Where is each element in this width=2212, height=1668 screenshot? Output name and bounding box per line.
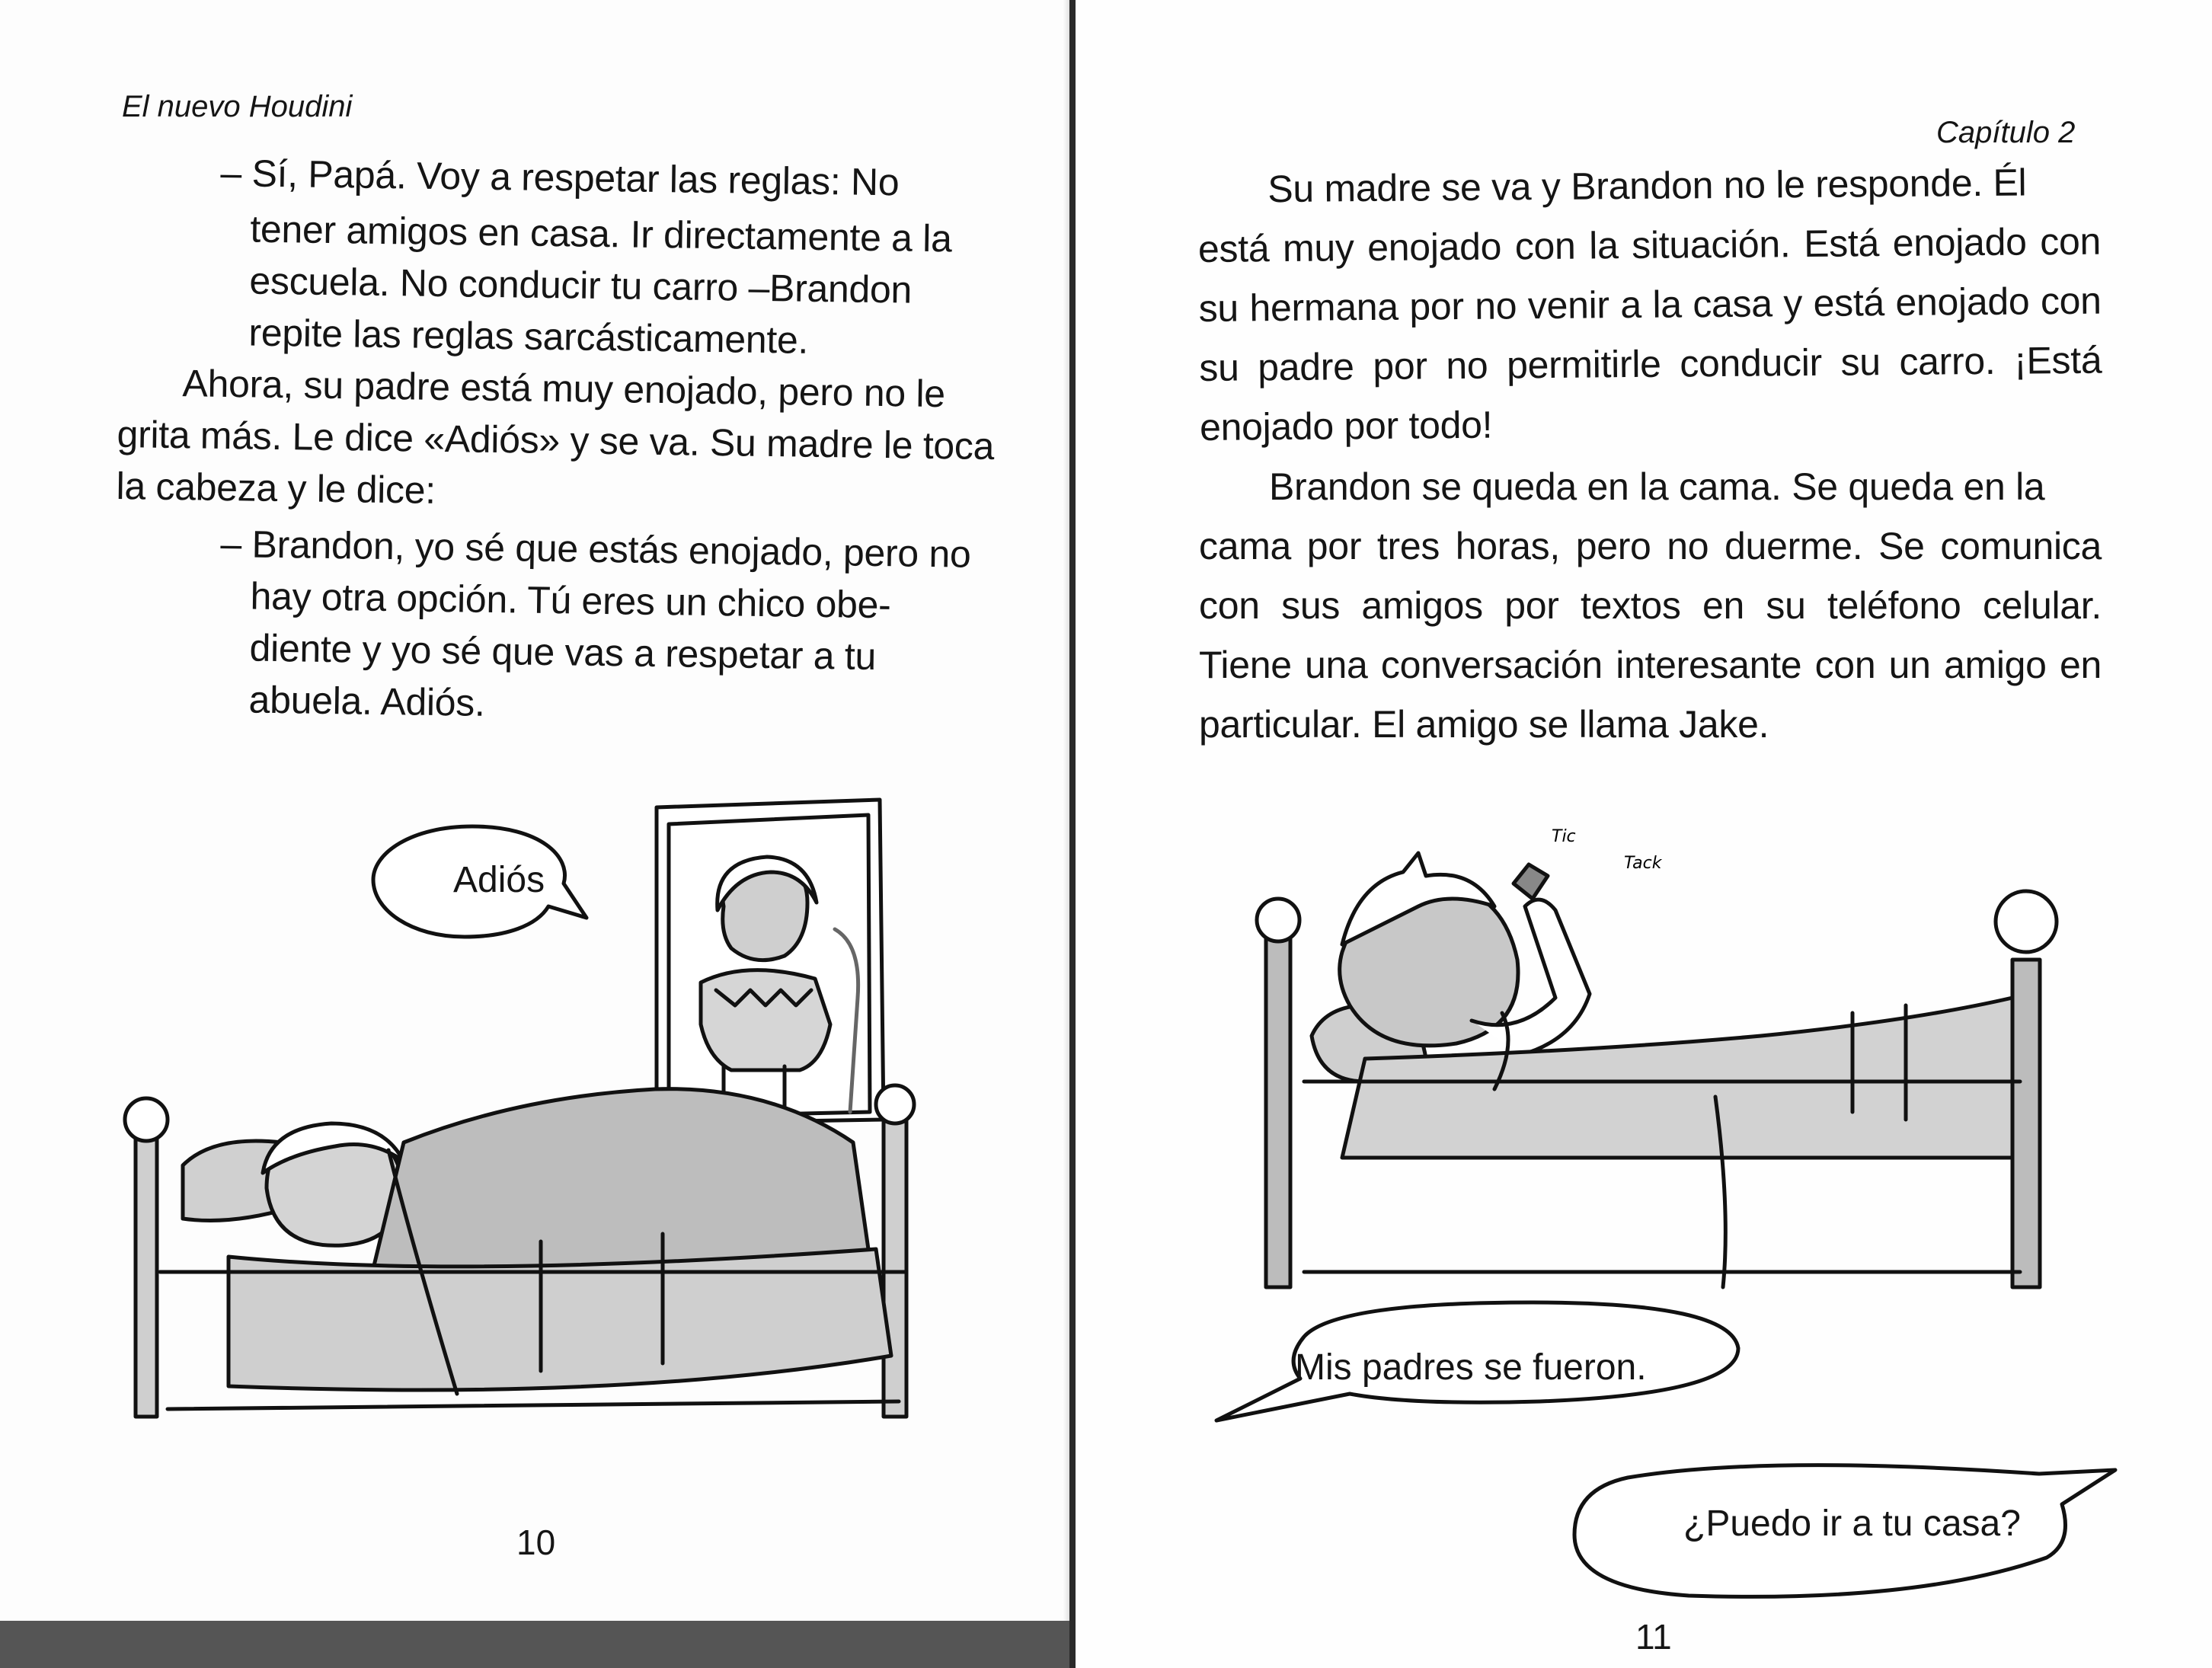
text-line: – Sí, Papá. Voy a respetar las reglas: No: [220, 151, 900, 204]
page-number-right: 11: [1635, 1617, 1672, 1657]
text-line: su padre por no permitirle conducir su carro. ¡Está: [1199, 338, 2102, 389]
illustration-boy-texting: [1243, 807, 2096, 1295]
text-line: – Brandon, yo sé que estás enojado, pero no: [220, 522, 971, 576]
page-number-left: 10: [516, 1523, 556, 1562]
text-line: tener amigos en casa. Ir directamente a la: [250, 207, 952, 260]
text-line: Tiene una conversación interesante con un amigo en: [1199, 644, 2102, 686]
text-line: con sus amigos por textos en su teléfono celular.: [1199, 584, 2102, 627]
text-line: cama por tres horas, pero no duerme. Se comunica: [1199, 525, 2102, 567]
sound-effect-tic: Tic: [1552, 827, 1576, 846]
speech-bubble-adios: Adiós: [453, 860, 545, 900]
text-line: grita más. Le dice «Adiós» y se va. Su madre le toca: [117, 412, 995, 468]
text-line: diente y yo sé que vas a respetar a tu: [249, 626, 877, 679]
right-page: [1076, 0, 2212, 1668]
dialogue-brandon: [218, 143, 952, 368]
running-header-left: El nuevo Houdini: [122, 90, 353, 123]
text-line: la cabeza y le dice:: [116, 464, 436, 512]
text-line: Su madre se va y Brandon no le responde. Él: [1267, 161, 2027, 211]
paragraph-2: [1199, 457, 2102, 754]
text-line: particular. El amigo se llama Jake.: [1199, 703, 1769, 746]
dialogue-mother: [218, 518, 971, 735]
speech-bubble-puedo-ir: ¿Puedo ir a tu casa?: [1683, 1503, 2021, 1544]
text-line: está muy enojado con la situación. Está enojado con: [1197, 219, 2102, 270]
text-line: su hermana por no venir a la casa y está enojado con: [1198, 279, 2102, 330]
sound-effect-tack: Tack: [1624, 854, 1662, 873]
book-spine: [1069, 0, 1076, 1668]
text-line: hay otra opción. Tú eres un chico obe-: [250, 574, 891, 627]
speech-bubble-mis-padres: Mis padres se fueron.: [1295, 1347, 1647, 1388]
text-line: escuela. No conducir tu carro –Brandon: [249, 259, 913, 312]
running-header-right: Capítulo 2: [1936, 116, 2076, 149]
left-page: [0, 0, 1069, 1621]
text-line: Ahora, su padre está muy enojado, pero no le: [182, 362, 946, 416]
paragraph-1: [1197, 152, 2102, 457]
narration-paragraph: [116, 356, 995, 523]
text-line: repite las reglas sarcásticamente.: [248, 311, 809, 362]
text-line: abuela. Adiós.: [248, 678, 485, 724]
text-line: enojado por todo!: [1199, 403, 1493, 449]
scanner-edge: [0, 1621, 1069, 1668]
text-line: Brandon se queda en la cama. Se queda en la: [1269, 465, 2045, 508]
